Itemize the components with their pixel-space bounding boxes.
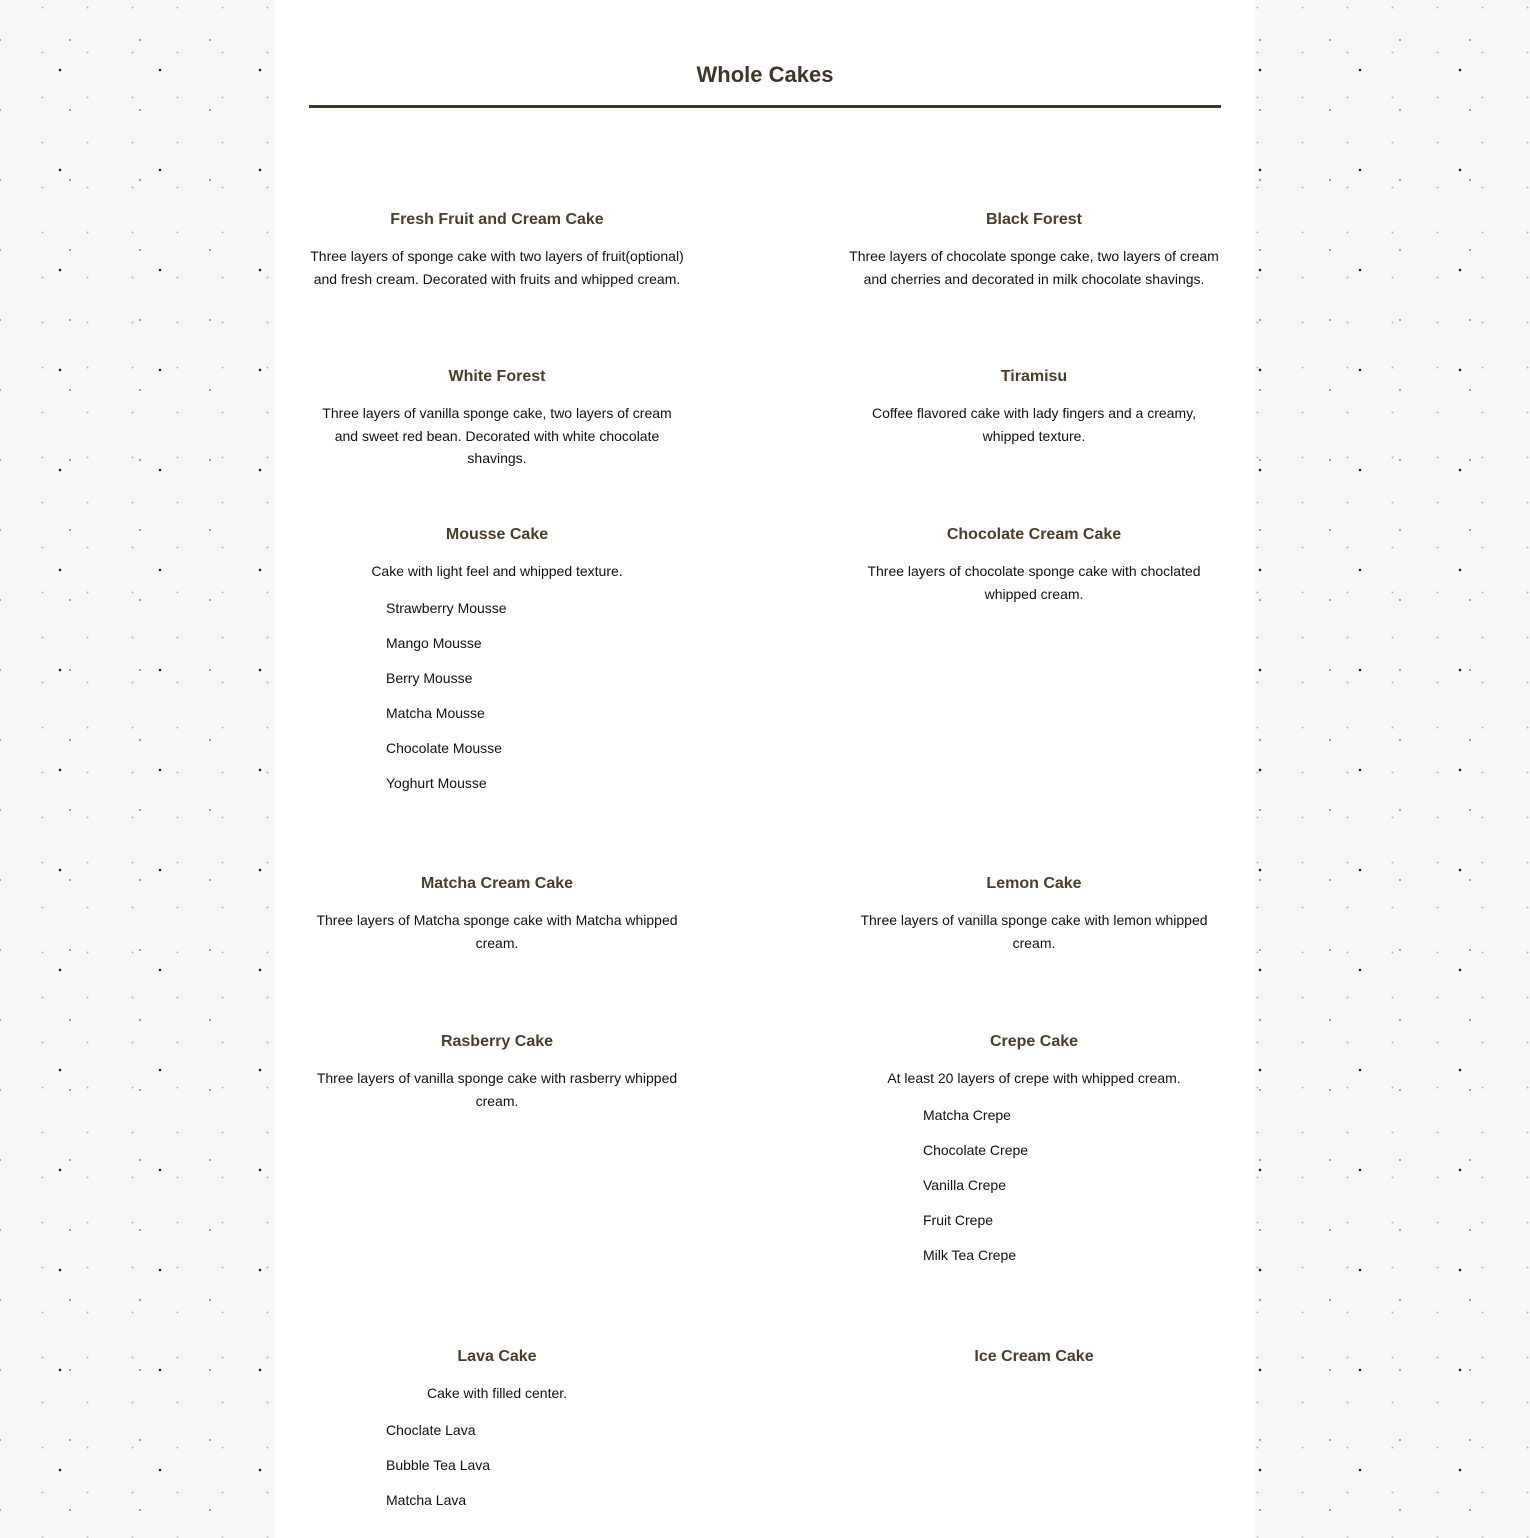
flavor-item: Matcha Lava (386, 1491, 467, 1508)
flavor-list (309, 599, 685, 809)
flavor-item: Yoghurt Mousse (386, 774, 487, 791)
cake-item-white-forest (309, 367, 685, 470)
cake-title: White Forest (448, 368, 546, 385)
cake-description: Three layers of Matcha sponge cake with Matcha whipped cream. (316, 912, 678, 951)
flavor-item: Mango Mousse (386, 634, 482, 651)
cake-description: Cake with light feel and whipped texture. (371, 563, 623, 579)
cake-title: Chocolate Cream Cake (946, 526, 1122, 543)
cake-description: Three layers of vanilla sponge cake, two layers of cream and sweet red bean. Decorated with white chocolate shavings. (322, 405, 672, 466)
cake-title: Matcha Cream Cake (420, 875, 574, 892)
cake-item-matcha-cream (309, 874, 685, 954)
cake-item-lemon (846, 874, 1222, 954)
flavor-item: Milk Tea Crepe (923, 1246, 1017, 1263)
cake-title: Lava Cake (457, 1348, 537, 1365)
cake-title: Fresh Fruit and Cream Cake (390, 211, 604, 228)
flavor-item: Chocolate Mousse (386, 739, 502, 756)
cake-title: Black Forest (985, 211, 1083, 228)
flavor-item: Matcha Crepe (923, 1106, 1011, 1123)
cake-title: Mousse Cake (445, 526, 549, 543)
flavor-item: Chocolate Crepe (923, 1141, 1029, 1158)
cake-description: Three layers of vanilla sponge cake with lemon whipped cream. (860, 912, 1208, 951)
cake-description: Coffee flavored cake with lady fingers and a creamy, whipped texture. (872, 405, 1196, 444)
cake-item-chocolate-cream (846, 525, 1222, 605)
cake-title: Crepe Cake (989, 1033, 1079, 1050)
flavor-item: Matcha Mousse (386, 704, 485, 721)
cake-description: Cake with filled center. (426, 1385, 568, 1401)
page-header (309, 58, 1221, 108)
cake-item-tiramisu (846, 367, 1222, 447)
cake-title: Tiramisu (1000, 368, 1068, 385)
cake-description: Three layers of sponge cake with two layers of fruit(optional) and fresh cream. Decorated with fruits and whipped cream. (310, 248, 684, 287)
flavor-item: Vanilla Crepe (923, 1176, 1007, 1193)
cake-description: Three layers of vanilla sponge cake with rasberry whipped cream. (316, 1070, 678, 1109)
menu-page (275, 0, 1255, 1538)
flavor-item: Berry Mousse (386, 669, 473, 686)
cake-item-crepe (846, 1032, 1222, 1281)
flavor-list (846, 1106, 1222, 1281)
cake-title: Ice Cream Cake (974, 1348, 1094, 1365)
page-title: Whole Cakes (696, 62, 834, 87)
flavor-item: Bubble Tea Lava (386, 1456, 491, 1473)
flavor-item: Fruit Crepe (923, 1211, 994, 1228)
cake-description: Three layers of chocolate sponge cake with choclated whipped cream. (867, 563, 1201, 602)
cake-item-mousse (309, 525, 685, 809)
flavor-item: Choclate Lava (386, 1421, 476, 1438)
cake-item-rasberry (309, 1032, 685, 1112)
cake-description: Three layers of chocolate sponge cake, two layers of cream and cherries and decorated in milk chocolate shavings. (849, 248, 1219, 287)
cake-item-fresh-fruit-and-cream (309, 210, 685, 290)
cake-item-ice-cream (846, 1347, 1222, 1367)
cake-item-lava (309, 1347, 685, 1526)
cake-title: Lemon Cake (986, 875, 1082, 892)
cake-description: At least 20 layers of crepe with whipped cream. (887, 1070, 1181, 1086)
cake-title: Rasberry Cake (440, 1033, 554, 1050)
cake-item-black-forest (846, 210, 1222, 290)
flavor-item: Strawberry Mousse (386, 599, 507, 616)
flavor-list (309, 1421, 685, 1526)
